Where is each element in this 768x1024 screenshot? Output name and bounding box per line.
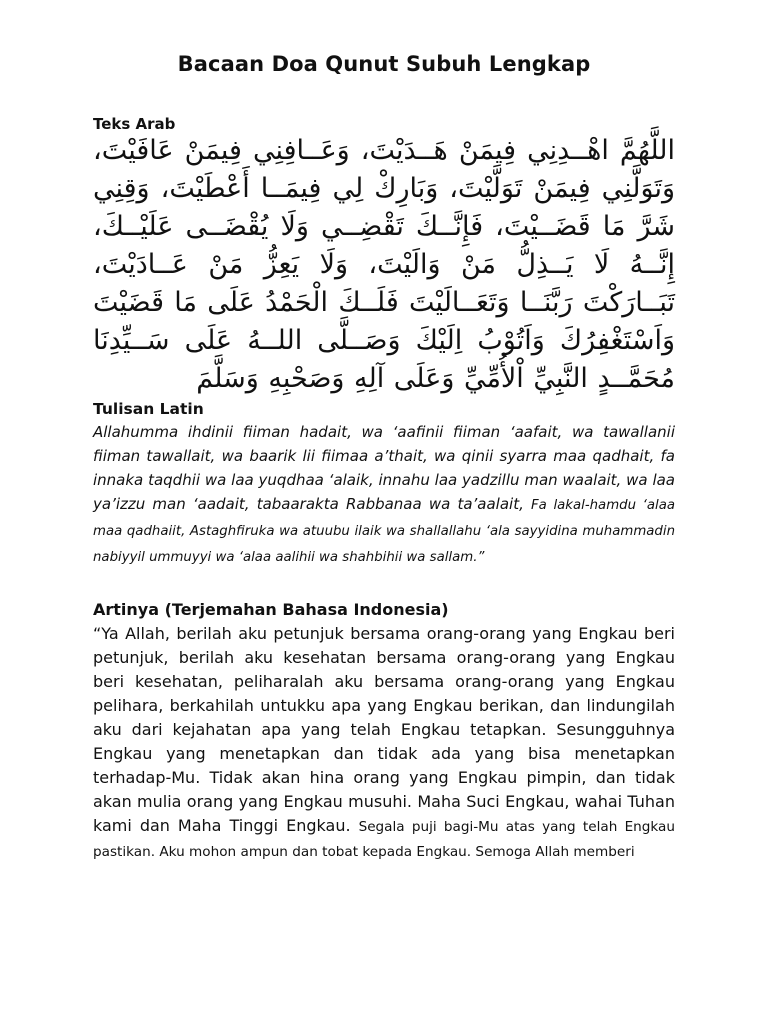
arti-text-small: Segala puji bagi-Mu atas yang telah Engkau pastikan. Aku mohon ampun dan tobat kepada Engkau. Semoga Allah memberi: [93, 819, 675, 860]
arti-text: [93, 622, 675, 864]
document-page: [93, 52, 675, 864]
arab-text: اللَّهُمَّ اهْــدِنِي فِيمَنْ هَــدَيْتَ، وَعَــافِنِي فِيمَنْ عَافَيْتَ، وَتَوَلَّنِي فِيمَنْ تَوَلَّيْتَ، وَبَارِكْ لِي فِيمَــا أَعْطَيْتَ، وَقِنِي شَرَّ مَا قَضَــيْتَ، فَإِنَّــكَ تَقْضِــي وَلَا يُقْضَــى عَلَيْــكَ، إِنَّــهُ لَا يَــذِلُّ مَنْ وَالَيْتَ، وَلَا يَعِزُّ مَنْ عَــادَيْتَ، تَبَــارَكْتَ رَبَّنَــا وَتَعَــالَيْتَ فَلَــكَ الْحَمْدُ عَلَى مَا قَضَيْتَ وَاَسْتَغْفِرُكَ وَاَتُوْبُ اِلَيْكَ وَصَــلَّى اللــهُ عَلَى سَــيِّدِنَا مُحَمَّــدٍ النَّبِيِّ اْلأُمِّيِّ وَعَلَى آلِهِ وَصَحْبِهِ وَسَلَّمَ: [93, 135, 675, 394]
page-title: Bacaan Doa Qunut Subuh Lengkap: [177, 52, 591, 76]
latin-text: [93, 420, 675, 570]
arti-heading: Artinya (Terjemahan Bahasa Indonesia): [93, 600, 449, 619]
latin-heading: Tulisan Latin: [93, 400, 204, 418]
latin-text-small: Fa lakal-hamdu ‘alaa maa qadhaiit, Astaghfiruka wa atuubu ilaik wa shallallahu ‘ala sayyidina muhammadin nabiyyil ummuyyi wa ‘alaa aalihii wa shahbihii wa sallam.”: [93, 498, 675, 565]
arti-text-main: “Ya Allah, berilah aku petunjuk bersama orang-orang yang Engkau beri petunjuk, berilah aku kesehatan bersama orang-orang yang Engkau beri kesehatan, peliharalah aku bersama orang-orang yang Engkau pelihara, berkahilah untukku apa yang Engkau berikan, dan lindungilah aku dari kejahatan apa yang telah Engkau tetapkan. Sesungguhnya Engkau yang menetapkan dan tidak ada yang bisa menetapkan terhadap-Mu. Tidak akan hina orang yang Engkau pimpin, dan tidak akan mulia orang yang Engkau musuhi. Maha Suci Engkau, wahai Tuhan kami dan Maha Tinggi Engkau.: [93, 624, 675, 835]
latin-text-main: Allahumma ihdinii fiiman hadait, wa ‘aafinii fiiman ‘aafait, wa tawallanii fiiman tawallait, wa baarik lii fiimaa a’thait, wa qinii syarra maa qadhait, fa innaka taqdhii wa laa yuqdhaa ‘alaik, innahu laa yadzillu man waalait, wa laa ya’izzu man ‘aadait, tabaarakta Rabbanaa wa ta’aalait,: [93, 423, 675, 513]
arab-heading: Teks Arab: [93, 115, 176, 133]
